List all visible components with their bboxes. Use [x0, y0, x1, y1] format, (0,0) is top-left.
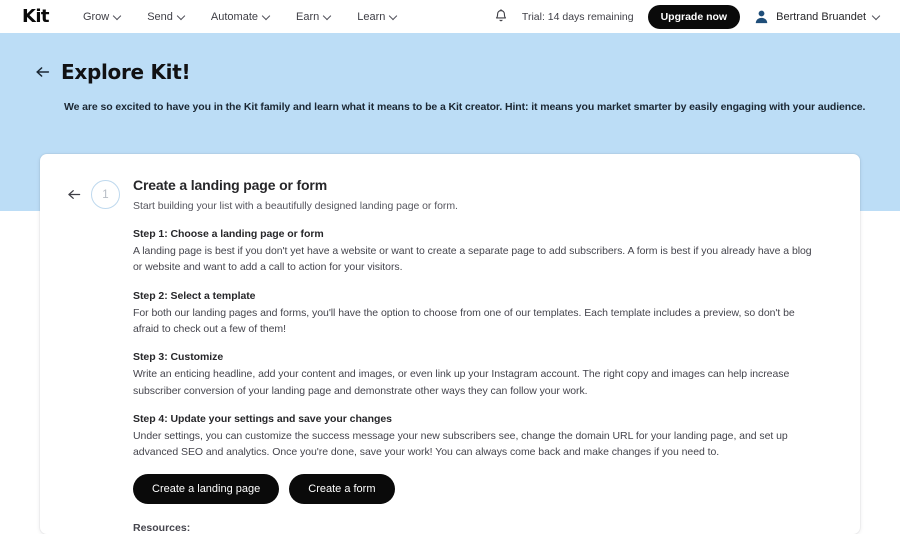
nav-item-learn-label: Learn — [357, 10, 386, 23]
user-account-menu[interactable] — [754, 9, 880, 24]
step-item-3 — [133, 351, 834, 399]
chevron-down-icon — [263, 12, 270, 19]
user-avatar-icon — [754, 9, 769, 24]
chevron-down-icon — [114, 12, 121, 19]
card-header — [66, 175, 834, 212]
step-item-1-heading: Step 1: Choose a landing page or form — [133, 228, 324, 241]
card-header-text — [133, 175, 458, 212]
chevron-down-icon — [873, 12, 880, 19]
step-item-3-body: Write an enticing headline, add your content and images, or even link up your Instagram account. The right copy and images can help increase subscriber conversion of your landing page and demonstrate other ways they can follow your work. — [133, 368, 790, 397]
card-title: Create a landing page or form — [133, 177, 328, 193]
trial-status-text: Trial: 14 days remaining — [521, 10, 634, 23]
step-item-4-body: Under settings, you can customize the success message your new subscribers see, change the domain URL for your landing page, and set up advanced SEO and analytics. Once you're done, save your work! You can always come back and make changes if you need to. — [133, 429, 788, 459]
step-item-1 — [133, 228, 834, 276]
nav-item-automate-label: Automate — [210, 10, 259, 23]
step-item-4 — [133, 413, 834, 461]
step-item-3-heading: Step 3: Customize — [133, 351, 224, 364]
step-item-2-heading: Step 2: Select a template — [133, 289, 256, 302]
step-item-4-heading: Step 4: Update your settings and save your changes — [133, 412, 392, 425]
nav-item-automate[interactable] — [211, 11, 270, 23]
nav-item-earn-label: Earn — [296, 10, 320, 23]
chevron-down-icon — [178, 12, 185, 19]
nav-item-grow[interactable] — [83, 11, 121, 23]
topbar-right-group — [494, 5, 880, 29]
nav-item-grow-label: Grow — [82, 10, 110, 23]
step-item-1-body: A landing page is best if you don't yet have a website or want to create a separate page to add subscribers. A form is best if you already have a blog or website and want to add a call to action for your visitors. — [133, 245, 812, 274]
page-title: Explore Kit! — [61, 60, 191, 84]
step-item-2-body: For both our landing pages and forms, you'll have the option to choose from one of our templates. Each template includes a preview, so don't be afraid to check out a few of them! — [133, 306, 795, 335]
step-item-2 — [133, 290, 834, 338]
resources-label: Resources: — [133, 522, 191, 534]
create-landing-page-button[interactable]: Create a landing page — [133, 474, 279, 504]
nav-item-earn[interactable] — [296, 11, 331, 23]
card-actions — [133, 474, 834, 504]
step-number-badge: 1 — [91, 180, 120, 209]
user-name-label: Bertrand Bruandet — [776, 10, 866, 23]
main-nav — [83, 11, 397, 23]
card-subtitle: Start building your list with a beautifully designed landing page or form. — [133, 200, 458, 213]
chevron-down-icon — [324, 12, 331, 19]
nav-item-send[interactable] — [147, 11, 185, 23]
page-title-row — [34, 62, 900, 82]
create-form-button[interactable]: Create a form — [289, 474, 394, 504]
arrow-left-icon[interactable] — [34, 63, 52, 81]
chevron-down-icon — [390, 12, 397, 19]
onboarding-step-card — [40, 154, 860, 534]
top-navigation-bar — [0, 0, 900, 33]
kit-logo[interactable]: Kit — [22, 5, 49, 27]
upgrade-now-button[interactable]: Upgrade now — [648, 5, 741, 29]
steps-list — [133, 228, 834, 460]
page-subtitle: We are so excited to have you in the Kit family and learn what it means to be a Kit creator. Hint: it means you market smarter by easily engaging with your audience. — [64, 101, 866, 113]
nav-item-send-label: Send — [147, 10, 173, 23]
nav-item-learn[interactable] — [357, 11, 397, 23]
bell-icon[interactable] — [494, 9, 508, 24]
arrow-left-icon[interactable] — [66, 186, 83, 203]
